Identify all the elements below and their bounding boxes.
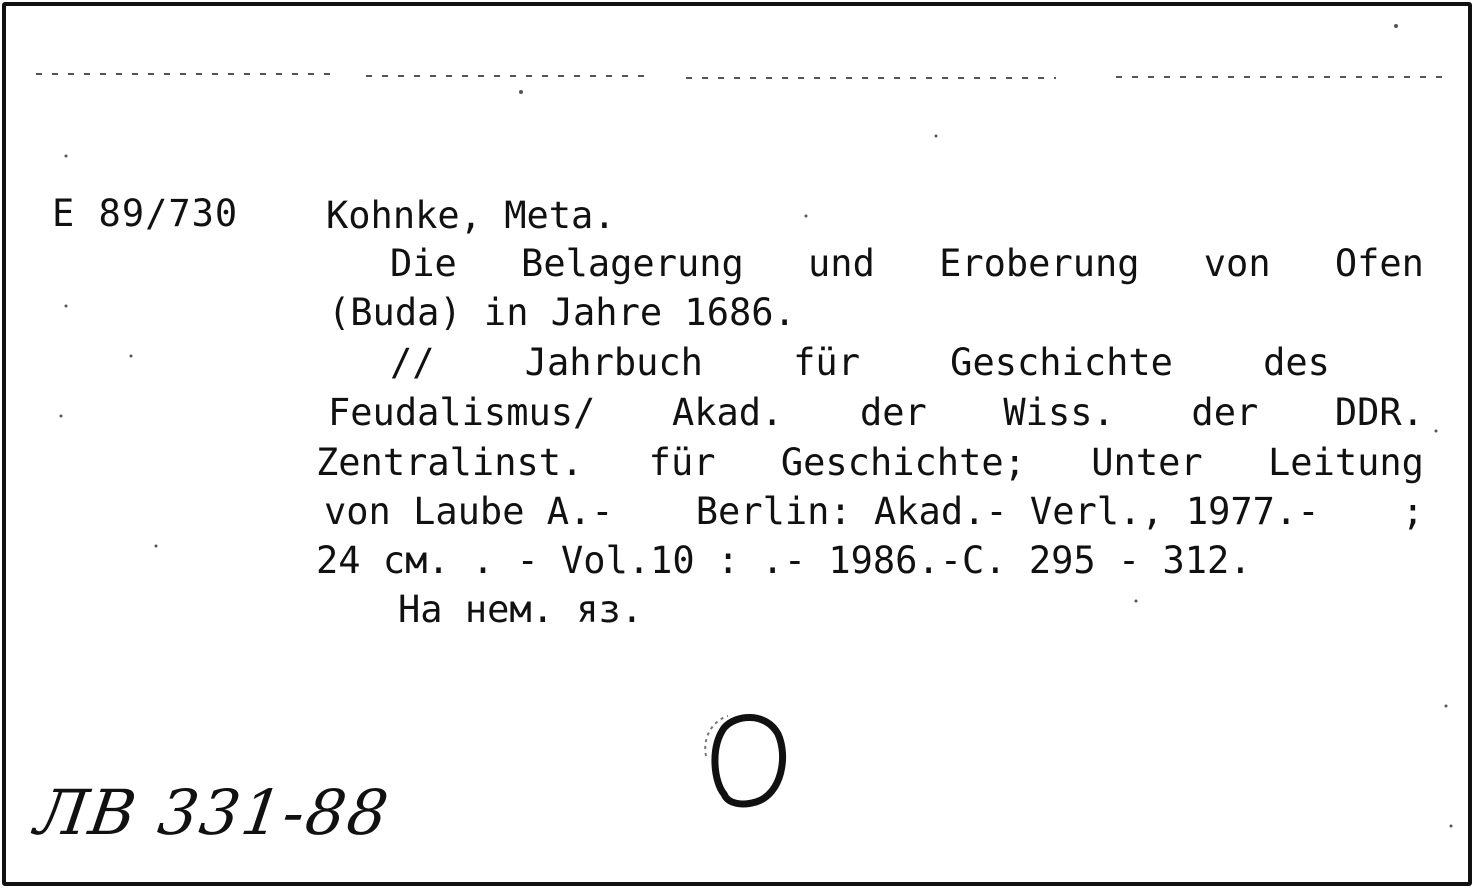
author: Kohnke, Meta. xyxy=(326,194,616,237)
source-word: Jahrbuch xyxy=(524,341,703,384)
source-word: für xyxy=(793,341,860,384)
title-word: Eroberung xyxy=(939,242,1140,285)
source-segment: von Laube A.- xyxy=(324,490,614,533)
title-word: von xyxy=(1203,242,1271,285)
title-line-1 xyxy=(390,240,1424,288)
call-number: E 89/730 xyxy=(52,192,239,235)
title-word: und xyxy=(808,242,875,285)
source-word: Geschichte; xyxy=(780,441,1026,484)
source-word: für xyxy=(648,441,716,484)
source-word: DDR. xyxy=(1334,391,1424,434)
title-word: Die xyxy=(390,242,457,285)
title-word: Ofen xyxy=(1334,242,1424,285)
catalog-card xyxy=(2,2,1472,886)
source-word: Feudalismus/ xyxy=(328,391,596,434)
source-line-1 xyxy=(390,339,1330,387)
source-word: der xyxy=(1191,391,1259,434)
source-word: Wiss. xyxy=(1003,391,1115,434)
source-word: Akad. xyxy=(671,391,784,434)
source-line-5: 24 см. . - Vol.10 : .- 1986.-С. 295 - 312. xyxy=(316,539,1252,582)
source-line-4 xyxy=(324,488,1424,536)
source-word: // xyxy=(390,341,435,384)
source-word: Geschichte xyxy=(950,341,1173,384)
source-line-2 xyxy=(328,389,1424,437)
source-segment: Berlin: Akad.- Verl., 1977.- xyxy=(695,490,1320,533)
title-word: Belagerung xyxy=(521,242,744,285)
punch-hole xyxy=(696,706,796,816)
source-word: des xyxy=(1263,341,1330,384)
title-line-2: (Buda) in Jahre 1686. xyxy=(328,291,796,334)
source-segment: ; xyxy=(1401,490,1424,533)
source-line-3 xyxy=(316,439,1424,487)
handwritten-accession-number: ЛВ 331-88 xyxy=(30,776,395,849)
source-word: der xyxy=(859,391,927,434)
source-word: Unter xyxy=(1091,441,1203,484)
source-word: Zentralinst. xyxy=(316,441,584,484)
language-note: На нем. яз. xyxy=(398,588,644,631)
source-word: Leitung xyxy=(1268,441,1424,484)
